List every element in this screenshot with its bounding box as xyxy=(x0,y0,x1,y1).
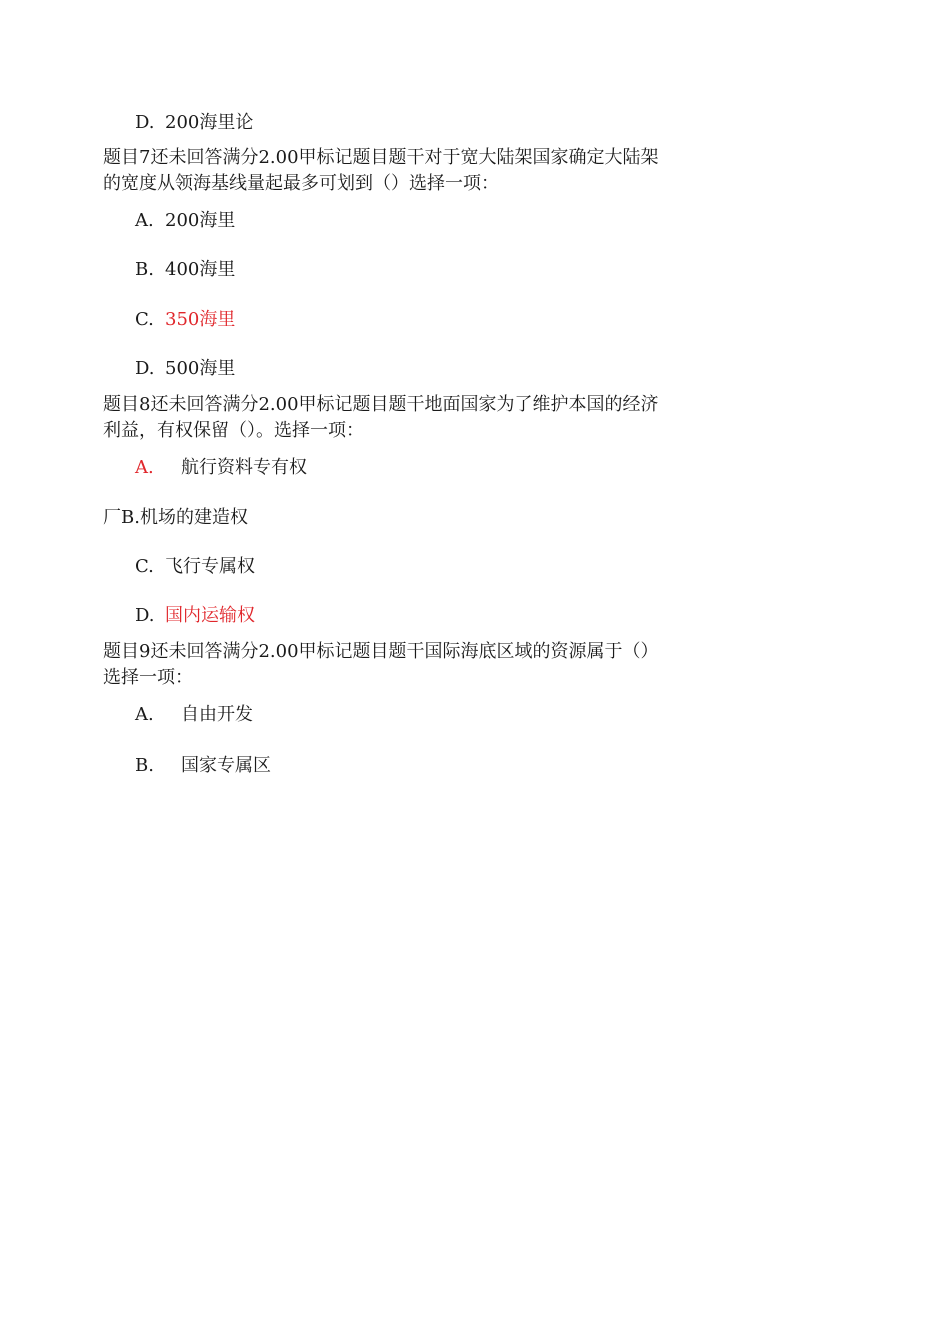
option-text: 400海里 xyxy=(165,259,236,280)
q7-option-a[interactable] xyxy=(135,209,235,233)
q8-option-d[interactable] xyxy=(135,604,255,628)
q6-option-d[interactable] xyxy=(135,111,253,135)
option-text: 200海里论 xyxy=(165,112,254,133)
question-9-stem: 题目9还未回答满分2.00甲标记题目题干国际海底区域的资源属于（）选择一项： xyxy=(103,641,659,688)
option-letter: B. xyxy=(135,259,154,280)
q7-option-b[interactable] xyxy=(135,258,235,282)
option-text-highlighted: 350海里 xyxy=(165,309,236,330)
option-text: 自由开发 xyxy=(181,704,253,725)
q9-option-a[interactable] xyxy=(135,703,253,727)
option-letter: C. xyxy=(135,309,154,330)
option-letter: D. xyxy=(135,358,155,379)
option-text: 航行资料专有权 xyxy=(181,457,307,478)
option-letter: A. xyxy=(135,210,154,231)
option-text: 飞行专属权 xyxy=(165,556,255,577)
q8-option-c[interactable] xyxy=(135,555,255,579)
option-letter: A. xyxy=(135,704,154,725)
q7-option-d[interactable] xyxy=(135,357,235,381)
option-letter: C. xyxy=(135,556,154,577)
q8-option-a[interactable] xyxy=(135,456,307,480)
option-text-highlighted: 国内运输权 xyxy=(165,605,255,626)
option-text: 国家专属区 xyxy=(181,755,271,776)
q8-option-b[interactable] xyxy=(103,506,248,530)
option-text: 200海里 xyxy=(165,210,236,231)
option-text: 500海里 xyxy=(165,358,236,379)
q7-option-c[interactable] xyxy=(135,308,235,332)
option-text: 厂B.机场的建造权 xyxy=(103,507,248,528)
option-letter: B. xyxy=(135,755,154,776)
question-8-stem: 题目8还未回答满分2.00甲标记题目题干地面国家为了维护本国的经济利益，有权保留（）。选择一项： xyxy=(103,394,659,441)
question-7-stem: 题目7还未回答满分2.00甲标记题目题干对于宽大陆架国家确定大陆架的宽度从领海基线量起最多可划到（）选择一项： xyxy=(103,147,659,194)
option-letter: D. xyxy=(135,112,155,133)
option-letter: D. xyxy=(135,605,155,626)
q9-option-b[interactable] xyxy=(135,754,271,778)
option-letter-highlighted: A. xyxy=(135,457,154,478)
